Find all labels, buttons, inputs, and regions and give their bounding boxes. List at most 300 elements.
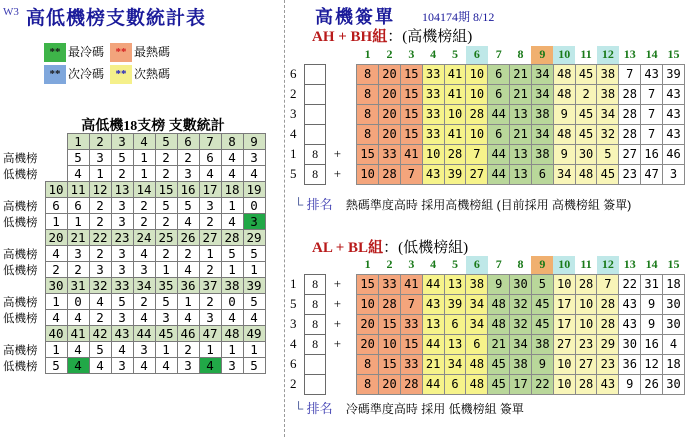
plus-sign xyxy=(326,84,349,104)
gap xyxy=(349,144,357,164)
number-header-cell: 47 xyxy=(199,326,221,342)
row-spacer xyxy=(45,166,67,182)
ticket-number: 34 xyxy=(597,104,619,124)
low-count-cell: 2 xyxy=(45,262,67,278)
high-count-cell: 2 xyxy=(89,246,111,262)
low-count-cell: 4 xyxy=(177,262,199,278)
ticket-number: 17 xyxy=(553,314,575,334)
plus-sign xyxy=(326,104,349,124)
ticket-number: 10 xyxy=(357,294,379,314)
low-count-row xyxy=(3,166,265,182)
ticket-box: 8 xyxy=(304,334,326,354)
low-count-cell: 3 xyxy=(243,214,265,230)
ticket-number: 10 xyxy=(553,354,575,374)
low-count-cell: 4 xyxy=(45,310,67,326)
legend-swatch-mark: ** xyxy=(115,46,127,58)
ticket-number: 30 xyxy=(663,374,685,394)
low-count-cell: 3 xyxy=(133,262,155,278)
ticket-number: 10 xyxy=(466,124,488,144)
ticket-number: 21 xyxy=(510,84,532,104)
high-group-title-black: ：(高機榜組) xyxy=(387,29,473,45)
ticket-number: 31 xyxy=(641,274,663,294)
low-count-cell: 3 xyxy=(111,214,133,230)
ticket-number: 48 xyxy=(553,84,575,104)
high-count-cell: 4 xyxy=(67,342,89,358)
ticket-number: 8 xyxy=(357,84,379,104)
low-count-cell: 2 xyxy=(199,214,221,230)
plus-sign xyxy=(326,64,349,84)
low-count-cell: 4 xyxy=(177,214,199,230)
ticket-number: 15 xyxy=(400,334,422,354)
plus-sign xyxy=(326,354,349,374)
high-count-cell: 1 xyxy=(45,342,67,358)
column-number: 3 xyxy=(408,257,415,272)
ticket-row-label: 3 xyxy=(290,106,297,121)
low-count-cell: 4 xyxy=(243,310,265,326)
low-note-label: 排名 xyxy=(306,401,333,416)
number-header-cell: 5 xyxy=(155,134,177,150)
ticket-number: 38 xyxy=(597,64,619,84)
number-header-cell: 3 xyxy=(111,134,133,150)
ticket-number: 43 xyxy=(663,84,685,104)
ticket-number: 9 xyxy=(619,374,641,394)
header-blank xyxy=(288,46,304,64)
ticket-number: 28 xyxy=(444,144,466,164)
ticket-number: 44 xyxy=(422,334,444,354)
header-blank xyxy=(326,46,349,64)
ticket-number: 30 xyxy=(575,144,597,164)
ticket-number: 7 xyxy=(641,104,663,124)
legend-label-coldest: 最冷碼 xyxy=(68,45,105,59)
high-count-cell: 5 xyxy=(155,294,177,310)
column-number: 8 xyxy=(517,47,524,62)
ticket-number: 48 xyxy=(488,314,510,334)
ticket-row xyxy=(288,374,685,394)
low-count-cell: 4 xyxy=(67,310,89,326)
ticket-number: 43 xyxy=(619,314,641,334)
low-count-cell: 3 xyxy=(177,166,199,182)
ticket-number: 15 xyxy=(357,274,379,294)
ticket-box xyxy=(304,124,326,144)
ticket-number: 17 xyxy=(510,374,532,394)
ticket-number: 13 xyxy=(510,104,532,124)
column-number: 5 xyxy=(452,47,458,62)
low-row-label: 低機榜 xyxy=(3,264,38,277)
number-header-cell: 18 xyxy=(221,182,243,198)
number-header-cell: 27 xyxy=(199,230,221,246)
ticket-number: 10 xyxy=(466,84,488,104)
number-header-cell: 28 xyxy=(221,230,243,246)
low-count-cell: 4 xyxy=(89,358,111,374)
low-count-cell: 4 xyxy=(177,310,199,326)
ticket-number: 12 xyxy=(641,354,663,374)
number-header-cell: 14 xyxy=(133,182,155,198)
low-count-cell: 2 xyxy=(89,214,111,230)
ticket-number: 39 xyxy=(444,164,466,184)
high-count-cell: 2 xyxy=(155,150,177,166)
ticket-number: 45 xyxy=(488,354,510,374)
high-count-cell: 5 xyxy=(243,246,265,262)
high-count-row xyxy=(3,150,265,166)
ticket-number: 9 xyxy=(531,354,553,374)
number-header-row xyxy=(3,278,265,294)
ticket-number: 13 xyxy=(422,314,444,334)
low-count-cell: 4 xyxy=(155,358,177,374)
ticket-number: 10 xyxy=(553,374,575,394)
high-count-cell: 3 xyxy=(111,246,133,262)
left-subtitle: 高低機18支榜 支數統計 xyxy=(81,119,225,134)
high-group-note xyxy=(294,194,631,213)
ticket-number: 45 xyxy=(531,294,553,314)
ticket-number: 43 xyxy=(619,294,641,314)
ticket-number: 10 xyxy=(553,274,575,294)
low-group-title xyxy=(312,236,468,257)
number-header-cell: 21 xyxy=(67,230,89,246)
legend-item-coldest xyxy=(44,41,104,63)
high-note-text: 熱碼準度高時 採用高機榜組 (目前採用 高機榜組 簽單) xyxy=(345,198,632,212)
high-count-cell: 4 xyxy=(89,294,111,310)
ticket-number: 36 xyxy=(619,354,641,374)
ticket-number: 28 xyxy=(400,374,422,394)
ticket-number: 9 xyxy=(553,104,575,124)
high-count-cell: 3 xyxy=(67,246,89,262)
ticket-row xyxy=(288,314,685,334)
ticket-row xyxy=(288,164,685,184)
column-number: 1 xyxy=(364,47,371,62)
low-count-cell: 4 xyxy=(133,310,155,326)
ticket-number: 20 xyxy=(379,104,401,124)
legend-label-second-coldest: 次冷碼 xyxy=(68,67,105,81)
high-count-cell: 2 xyxy=(177,150,199,166)
high-count-cell: 3 xyxy=(89,150,111,166)
high-count-row xyxy=(3,246,265,262)
column-number: 13 xyxy=(623,47,636,62)
high-row-label: 高機榜 xyxy=(3,248,38,261)
high-count-cell: 1 xyxy=(133,150,155,166)
gap xyxy=(349,64,357,84)
header-blank xyxy=(326,256,349,274)
ticket-row-label: 5 xyxy=(290,166,297,181)
number-header-cell: 41 xyxy=(67,326,89,342)
ticket-number: 9 xyxy=(641,314,663,334)
number-header-row xyxy=(3,230,265,246)
high-count-cell: 2 xyxy=(89,198,111,214)
ticket-number: 6 xyxy=(531,164,553,184)
ticket-number: 34 xyxy=(531,64,553,84)
page-title-right: 高機簽單 xyxy=(315,7,395,27)
ticket-number: 21 xyxy=(510,124,532,144)
ticket-number: 38 xyxy=(531,334,553,354)
column-number: 7 xyxy=(495,47,502,62)
ticket-number: 16 xyxy=(641,144,663,164)
low-count-cell: 3 xyxy=(155,310,177,326)
ticket-number: 43 xyxy=(422,294,444,314)
badge-w3: W3 xyxy=(3,6,19,18)
ticket-row-label: 3 xyxy=(290,316,297,331)
high-row-label: 高機榜 xyxy=(3,200,38,213)
ticket-number: 20 xyxy=(357,314,379,334)
legend-swatch-mark: ** xyxy=(49,46,61,58)
high-group-table xyxy=(288,46,685,185)
number-header-cell: 49 xyxy=(243,326,265,342)
ticket-number: 27 xyxy=(619,144,641,164)
ticket-row-label: 4 xyxy=(290,126,297,141)
ticket-number: 34 xyxy=(553,164,575,184)
header-blank xyxy=(288,256,304,274)
high-count-cell: 1 xyxy=(199,342,221,358)
ticket-box: 8 xyxy=(304,274,326,294)
ticket-number: 33 xyxy=(422,104,444,124)
number-header-cell: 26 xyxy=(177,230,199,246)
ticket-row-label: 1 xyxy=(290,276,297,291)
ticket-number: 28 xyxy=(619,124,641,144)
high-count-cell: 2 xyxy=(133,198,155,214)
low-count-cell: 4 xyxy=(199,166,221,182)
note-corner-icon: └ xyxy=(294,197,304,212)
ticket-number: 7 xyxy=(400,164,422,184)
ticket-number: 21 xyxy=(488,334,510,354)
low-count-cell: 5 xyxy=(243,358,265,374)
high-count-cell: 2 xyxy=(177,246,199,262)
ticket-number: 45 xyxy=(488,374,510,394)
count-table-body xyxy=(3,134,265,374)
high-count-cell: 2 xyxy=(155,246,177,262)
ticket-number: 38 xyxy=(597,84,619,104)
ticket-box xyxy=(304,374,326,394)
ticket-number: 41 xyxy=(444,84,466,104)
low-count-cell: 1 xyxy=(45,214,67,230)
high-count-cell: 4 xyxy=(111,342,133,358)
ticket-number: 33 xyxy=(400,354,422,374)
ticket-number: 8 xyxy=(357,354,379,374)
ticket-number: 15 xyxy=(400,124,422,144)
ticket-row-label: 5 xyxy=(290,296,297,311)
ticket-number: 21 xyxy=(510,64,532,84)
header-blank xyxy=(304,256,326,274)
ticket-number: 22 xyxy=(531,374,553,394)
low-count-cell: 2 xyxy=(67,262,89,278)
ticket-number: 10 xyxy=(575,294,597,314)
ticket-number: 17 xyxy=(553,294,575,314)
ticket-number: 3 xyxy=(663,164,685,184)
number-header-row xyxy=(3,326,265,342)
legend-label-second-hottest: 次熱碼 xyxy=(134,67,171,81)
low-group-table xyxy=(288,256,685,395)
ticket-number: 7 xyxy=(400,294,422,314)
column-number: 10 xyxy=(553,256,575,274)
ticket-row-label: 6 xyxy=(290,66,297,81)
high-count-cell: 5 xyxy=(177,198,199,214)
column-number: 3 xyxy=(408,47,415,62)
high-count-cell: 5 xyxy=(155,198,177,214)
high-group-title xyxy=(312,25,472,46)
number-header-cell: 2 xyxy=(89,134,111,150)
legend-item-second-hottest xyxy=(110,63,170,85)
high-count-cell: 3 xyxy=(199,198,221,214)
ticket-number: 7 xyxy=(641,84,663,104)
column-number: 6 xyxy=(466,46,488,64)
ticket-number: 15 xyxy=(379,354,401,374)
ticket-number: 38 xyxy=(466,274,488,294)
low-count-cell: 2 xyxy=(133,214,155,230)
number-header-cell: 48 xyxy=(221,326,243,342)
ticket-number: 38 xyxy=(510,354,532,374)
gap xyxy=(349,334,357,354)
ticket-number: 18 xyxy=(663,274,685,294)
low-count-cell: 4 xyxy=(221,214,243,230)
ticket-number: 44 xyxy=(422,374,444,394)
ticket-number: 47 xyxy=(641,164,663,184)
number-header-cell: 32 xyxy=(89,278,111,294)
ticket-box: 8 xyxy=(304,144,326,164)
period-label: 104174期 8/12 xyxy=(422,10,495,24)
number-header-cell: 40 xyxy=(45,326,67,342)
ticket-number: 15 xyxy=(379,314,401,334)
ticket-number: 10 xyxy=(466,64,488,84)
ticket-number: 45 xyxy=(575,104,597,124)
plus-sign: + xyxy=(333,146,342,161)
ticket-number: 39 xyxy=(444,294,466,314)
low-count-cell: 5 xyxy=(45,358,67,374)
column-number: 2 xyxy=(386,47,393,62)
ticket-number: 9 xyxy=(488,274,510,294)
legend-swatch-second-hottest xyxy=(110,65,132,84)
number-header-cell: 33 xyxy=(111,278,133,294)
ticket-number: 6 xyxy=(466,334,488,354)
high-count-cell: 5 xyxy=(221,246,243,262)
high-row-label: 高機榜 xyxy=(3,152,38,165)
number-header-cell: 16 xyxy=(177,182,199,198)
number-header-cell: 13 xyxy=(111,182,133,198)
column-number: 11 xyxy=(580,257,592,272)
ticket-number: 41 xyxy=(444,124,466,144)
ticket-number: 39 xyxy=(663,64,685,84)
ticket-number: 34 xyxy=(466,314,488,334)
number-header-cell: 45 xyxy=(155,326,177,342)
number-header-cell: 36 xyxy=(177,278,199,294)
ticket-number: 44 xyxy=(488,164,510,184)
column-number: 1 xyxy=(364,257,371,272)
ticket-number: 43 xyxy=(663,124,685,144)
ticket-number: 4 xyxy=(663,334,685,354)
number-header-cell: 20 xyxy=(45,230,67,246)
ticket-number: 15 xyxy=(400,104,422,124)
high-count-cell: 5 xyxy=(89,342,111,358)
ticket-number: 23 xyxy=(619,164,641,184)
ticket-number: 26 xyxy=(641,374,663,394)
ticket-number: 15 xyxy=(357,144,379,164)
ticket-number: 43 xyxy=(641,64,663,84)
ticket-number: 13 xyxy=(510,144,532,164)
high-count-cell: 3 xyxy=(243,150,265,166)
number-header-cell: 39 xyxy=(243,278,265,294)
column-number: 9 xyxy=(531,256,553,274)
plus-sign: + xyxy=(333,276,342,291)
low-group-note xyxy=(294,398,524,417)
row-label-blank xyxy=(3,182,45,198)
high-count-cell: 0 xyxy=(67,294,89,310)
ticket-box xyxy=(304,354,326,374)
ticket-number: 9 xyxy=(553,144,575,164)
high-count-cell: 5 xyxy=(67,150,89,166)
ticket-number: 13 xyxy=(510,164,532,184)
low-count-cell: 2 xyxy=(155,214,177,230)
ticket-number: 33 xyxy=(422,64,444,84)
row-label-blank xyxy=(3,278,45,294)
legend-item-hottest xyxy=(110,41,170,63)
ticket-row xyxy=(288,124,685,144)
plus-sign xyxy=(326,374,349,394)
ticket-number: 6 xyxy=(444,314,466,334)
low-count-cell: 1 xyxy=(155,262,177,278)
plus-sign: + xyxy=(333,316,342,331)
ticket-number: 8 xyxy=(357,64,379,84)
high-note-label: 排名 xyxy=(306,197,333,212)
ticket-number: 30 xyxy=(663,314,685,334)
number-header-cell: 11 xyxy=(67,182,89,198)
header-blank xyxy=(349,256,357,274)
ticket-number: 6 xyxy=(488,84,510,104)
number-header-cell: 31 xyxy=(67,278,89,294)
low-count-cell: 4 xyxy=(67,166,89,182)
high-count-row xyxy=(3,294,265,310)
low-count-cell: 1 xyxy=(133,166,155,182)
ticket-number: 20 xyxy=(379,84,401,104)
ticket-number: 48 xyxy=(488,294,510,314)
column-number: 7 xyxy=(495,257,502,272)
legend-swatch-coldest xyxy=(44,43,66,62)
column-number: 4 xyxy=(430,257,437,272)
ticket-box: 8 xyxy=(304,314,326,334)
ticket-box: 8 xyxy=(304,164,326,184)
ticket-number: 10 xyxy=(575,314,597,334)
legend-swatch-mark: ** xyxy=(115,68,127,80)
number-header-cell: 4 xyxy=(133,134,155,150)
number-header-cell: 43 xyxy=(111,326,133,342)
high-count-cell: 1 xyxy=(221,342,243,358)
ticket-number: 10 xyxy=(357,164,379,184)
ticket-number: 2 xyxy=(575,84,597,104)
panel-divider xyxy=(284,0,285,437)
ticket-number: 23 xyxy=(575,334,597,354)
ticket-number: 41 xyxy=(400,144,422,164)
low-count-cell: 2 xyxy=(89,310,111,326)
high-count-cell: 5 xyxy=(243,294,265,310)
ticket-number: 28 xyxy=(379,164,401,184)
column-number: 8 xyxy=(517,257,524,272)
low-count-cell: 2 xyxy=(111,166,133,182)
low-row-label: 低機榜 xyxy=(3,216,38,229)
ticket-number: 22 xyxy=(619,274,641,294)
low-count-row xyxy=(3,214,265,230)
ticket-row xyxy=(288,334,685,354)
ticket-number: 45 xyxy=(597,164,619,184)
low-count-cell: 4 xyxy=(67,358,89,374)
header-spacer xyxy=(45,134,67,150)
high-count-cell: 1 xyxy=(155,342,177,358)
ticket-number: 8 xyxy=(357,124,379,144)
ticket-number: 8 xyxy=(357,374,379,394)
ticket-number: 18 xyxy=(663,354,685,374)
number-header-cell: 44 xyxy=(133,326,155,342)
ticket-number: 6 xyxy=(488,124,510,144)
row-label-blank xyxy=(3,230,45,246)
number-header-cell: 29 xyxy=(243,230,265,246)
ticket-number: 32 xyxy=(510,294,532,314)
low-count-cell: 3 xyxy=(111,310,133,326)
column-number: 9 xyxy=(531,46,553,64)
high-row-label: 高機榜 xyxy=(3,296,38,309)
